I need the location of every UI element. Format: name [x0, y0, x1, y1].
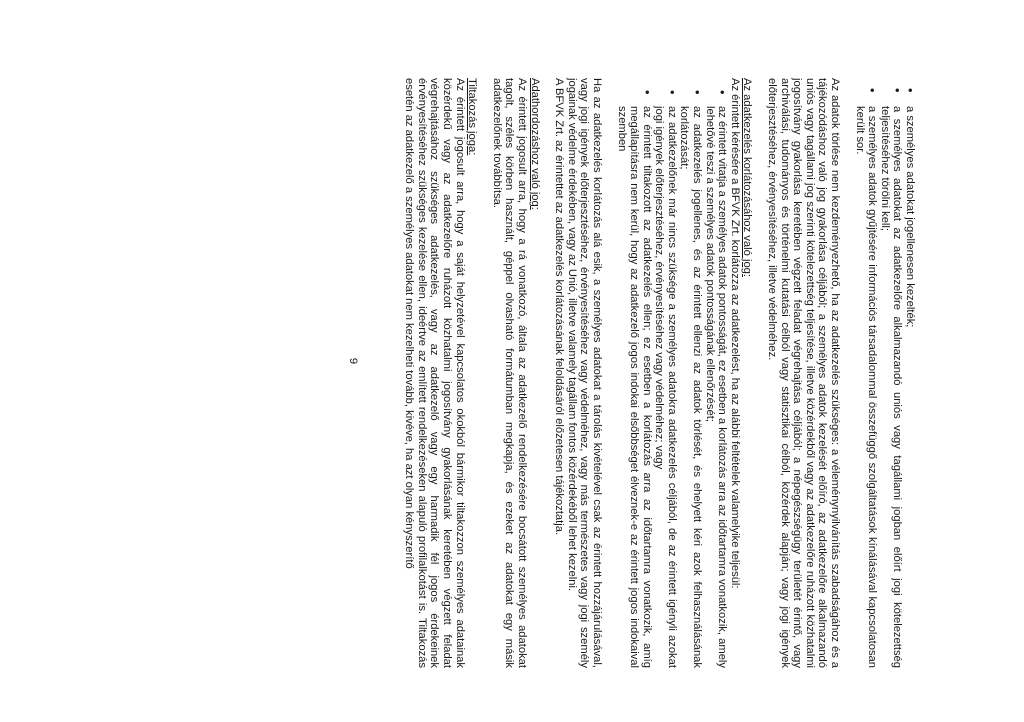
erasure-grounds-list	[853, 78, 916, 668]
list-item: • az érintett vitatja a személyes adatok pontosságát, ez esetben a korlátozás arra az időtartamra vonatkozik, amely lehetővé teszi a személyes adatok pontosságának ellenőrzését;	[703, 106, 728, 668]
list-item: • a személyes adatokat az adatkezelőre alkalmazandó uniós vagy tagállami jogban előírt jogi kötelezettség teljesítéséhez törölni kell;	[878, 106, 903, 668]
restriction-notice: A BFVK Zrt. az érintettet az adatkezelés korlátozásának feloldásáról előzetesen tájékoztatja.	[553, 78, 566, 536]
portability-heading: Adathordozáshoz való jog:	[528, 78, 541, 210]
list-item: • az érintett tiltakozott az adatkezelés ellen; ez esetben a korlátozás arra az időtartamra vonatkozik, amíg megállapításra nem kerül, hogy az adatkezelő jogos indokai elsőbbséget élveznek-e az érintett jogos indokaival szemben	[615, 106, 653, 668]
objection-text: Az érintett jogosult arra, hogy a saját helyzetével kapcsolatos okokból bármikor tiltakozzon személyes adatainak közérdekű vagy az adatkezelőre ruházott közhatalmi jogosítvány gyakorlásának keretében végzett feladat végrehajtásához szükséges adatkezelés, vagy az adatkezelő vagy egy harmadik fél jogos érdekeinek érvényesítéséhez szükséges kezelése ellen, ideértve az említett rendelkezéseken alapuló profilalkotást is. Tiltakozás esetén az adatkezelő a személyes adatokat nem kezelheti tovább, kivéve, ha azt olyan kényszerítő	[403, 78, 466, 668]
page-number: 9	[347, 357, 359, 365]
restriction-consequence: Ha az adatkezelés korlátozás alá esik, a személyes adatokat a tárolás kivételével csak az érintett hozzájárulásával, vagy jogi igények előterjesztéséhez, érvényesítéséhez vagy védelméhez, vagy más természetes vagy jogi személy jogainak védelme érdekében, vagy az Unió, illetve valamely tagállam fontos közérdekéből lehet kezelni.	[565, 78, 603, 668]
list-item: • az adatkezelés jogellenes, és az érintett ellenzi az adatok törlését, és ehelyett kéri azok felhasználásának korlátozását;	[678, 106, 703, 668]
list-item: • a személyes adatok gyűjtésére információs társadalommal összefüggő szolgáltatások kínálásával kapcsolatosan került sor.	[853, 106, 878, 668]
objection-heading: Tiltakozás joga:	[466, 78, 479, 156]
page-content	[403, 78, 916, 668]
restriction-intro: Az érintett kérésére a BFVK Zrt. korlátozza az adatkezelést, ha az alábbi feltételek valamelyike teljesül:	[728, 78, 741, 589]
restriction-heading: Az adatkezelés korlátozásához való jog:	[741, 78, 754, 278]
list-item: • az adatkezelőnek már nincs szüksége a személyes adatokra adatkezelés céljából, de az érintett igényli azokat jogi igények előterjesztéséhez, érvényesítéséhez vagy védelméhez; vagy	[653, 106, 678, 668]
portability-text: Az érintett jogosult arra, hogy a rá vonatkozó, általa az adatkezelő rendelkezésére bocsátott személyes adatokat tagolt, széles körben használt, géppel olvasható formátumban megkapja, és ezeket az adatokat egy másik adatkezelőnek továbbítsa.	[490, 78, 528, 668]
list-item: • a személyes adatokat jogellenesen kezelték;	[903, 106, 916, 668]
erasure-exceptions-paragraph: Az adatok törlése nem kezdeményezhető, ha az adatkezelés szükséges: a véleménynyilvánítás szabadságához és a tájékozódáshoz való jog gyakorlása céljából; a személyes adatok kezelését előíró, az adatkezelőre alkalmazandó uniós vagy tagállami jog szerinti kötelezettség teljesítése, illetve közérdekből vagy az adatkezelőre ruházott közhatalmi jogosítvány gyakorlása keretében végzett feladat végrehajtása céljából; a népegészségügy területét érintő, vagy archiválási, tudományos és történelmi kutatási célból vagy statisztikai célból, közérdek alapján; vagy jogi igények előterjesztéséhez, érvényesítéséhez, illetve védelméhez.	[766, 78, 842, 668]
restriction-conditions-list	[615, 78, 728, 668]
